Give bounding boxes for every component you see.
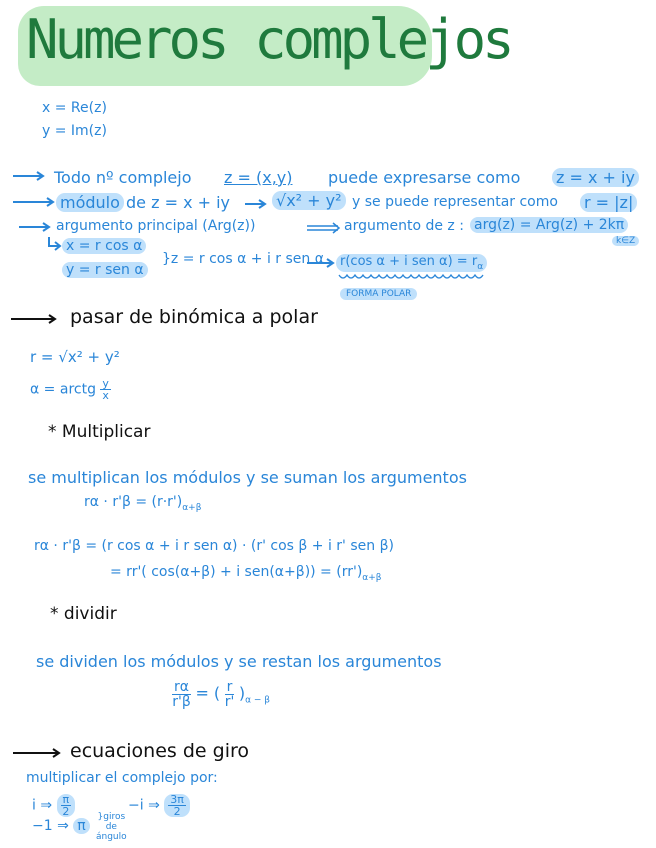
section-binomica-polar: pasar de binómica a polar <box>70 306 318 328</box>
giro-note-2: de <box>105 822 117 832</box>
giro-rule: multiplicar el complejo por: <box>26 770 218 786</box>
row2-text: y se puede representar como <box>352 194 558 210</box>
wavy-underline <box>338 273 486 281</box>
div-sub: α − β <box>245 695 271 706</box>
giro-i: i ⇒ <box>32 797 53 814</box>
giro-minus-i: −i ⇒ <box>128 797 160 814</box>
mult-eq2b: = rr'( cos(α+β) + i sen(α+β)) = (rr') <box>110 564 363 580</box>
row1-text2: puede expresarse como <box>328 168 521 187</box>
row3-k: k∈Z <box>612 236 639 246</box>
formula-r: r = √x² + y² <box>30 348 120 366</box>
arrow-icon <box>10 313 58 325</box>
formula-alpha-den: x <box>102 389 109 402</box>
arrow-icon <box>18 221 52 233</box>
div-lhs-den: r'β <box>172 694 191 710</box>
arrow-icon <box>12 170 46 182</box>
row1-z: z = (x,y) <box>224 168 293 187</box>
mult-eq2b-sub: α+β <box>362 573 382 583</box>
giro-minus-1-val: π <box>73 818 89 834</box>
def-y: y = Im(z) <box>42 123 107 139</box>
giro-i-num: π <box>62 793 70 806</box>
section-multiplicar: * Multiplicar <box>48 422 151 442</box>
row1-binomial: z = x + iy <box>552 168 639 187</box>
row2-r: r = |z| <box>580 193 637 212</box>
giro-i-den: 2 <box>62 805 70 818</box>
formula-alpha-num: y <box>102 377 109 390</box>
row2-modulo: módulo <box>56 193 124 212</box>
giro-minus-1: −1 ⇒ <box>32 818 69 834</box>
mult-eq2a: rα · r'β = (r cos α + i r sen α) · (r' cos β + i r' sen β) <box>34 538 394 554</box>
row4-x: x = r cos α <box>62 238 146 254</box>
row3-arg: arg(z) = Arg(z) + 2kπ <box>470 217 628 233</box>
row3-text: argumento principal (Arg(z)) <box>56 218 256 234</box>
formula-alpha: α = arctg <box>30 381 96 398</box>
giro-minus-i-num: 3π <box>170 793 184 806</box>
row2-sqrt: √x² + y² <box>272 191 346 210</box>
div-rhs-den: r' <box>224 694 235 710</box>
div-lhs-num: rα <box>174 679 189 695</box>
row4-polar: r(cos α + i sen α) = r <box>340 254 478 269</box>
arrow-icon <box>12 196 56 208</box>
page-title: Numeros complejos <box>26 8 511 71</box>
arrow-icon <box>244 198 268 210</box>
div-rule: se dividen los módulos y se restan los argumentos <box>36 652 442 671</box>
section-dividir: * dividir <box>50 604 117 624</box>
row3-arrow-text: argumento de z : <box>344 218 464 234</box>
mult-eq1-sub: α+β <box>182 503 202 513</box>
row1-text: Todo nº complejo <box>54 168 192 187</box>
bent-arrow-icon <box>46 236 62 252</box>
mult-rule: se multiplican los módulos y se suman los argumentos <box>28 468 467 487</box>
div-rhs-num: r <box>226 679 233 695</box>
giro-note-1: }giros <box>97 812 126 822</box>
arrow-icon <box>306 257 336 269</box>
section-ecuaciones-giro: ecuaciones de giro <box>70 740 249 762</box>
row2-mid: de z = x + iy <box>126 193 231 212</box>
giro-minus-i-den: 2 <box>173 805 181 818</box>
def-x: x = Re(z) <box>42 100 107 116</box>
giro-note-3: ángulo <box>96 832 127 842</box>
arrow-icon <box>306 222 342 234</box>
row4-polar-sub: α <box>477 262 484 272</box>
row4-y: y = r sen α <box>62 262 148 278</box>
row4-z: }z = r cos α + i r sen α <box>162 251 324 267</box>
row4-forma: FORMA POLAR <box>340 288 417 300</box>
mult-eq1: rα · r'β = (r·r') <box>84 494 183 510</box>
arrow-icon <box>12 747 62 759</box>
